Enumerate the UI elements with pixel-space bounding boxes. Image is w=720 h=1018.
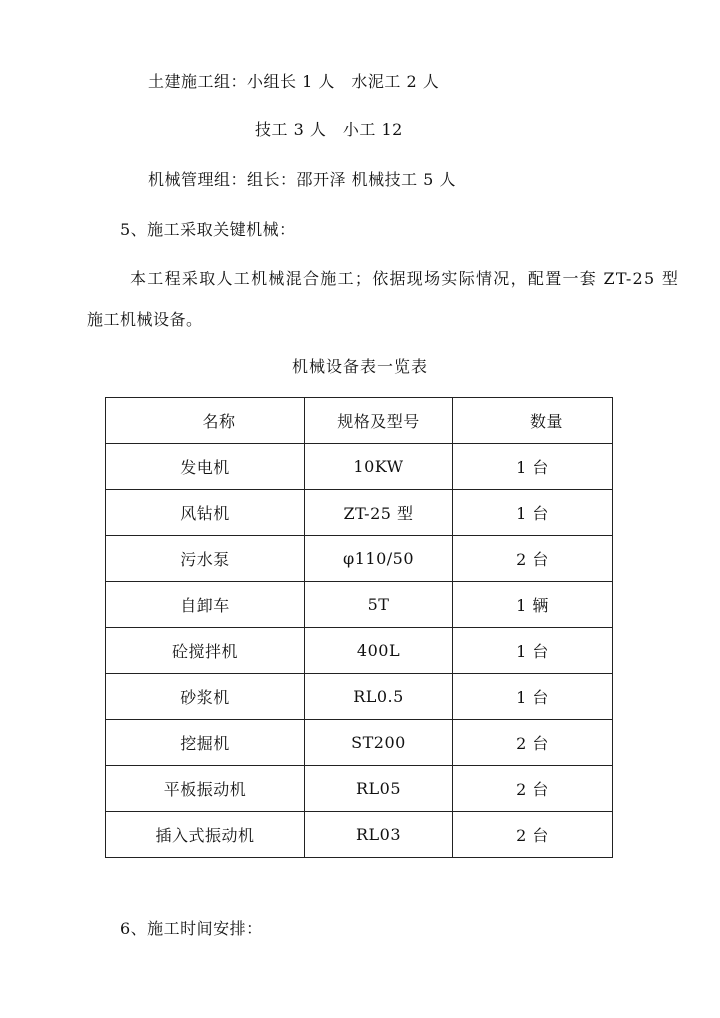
header-quantity: 数量 (453, 398, 613, 444)
cell-name: 污水泵 (106, 536, 305, 582)
cell-spec: 5T (305, 582, 453, 628)
cell-spec: RL05 (305, 766, 453, 812)
cell-quantity: 1 台 (453, 674, 613, 720)
cell-spec: φ110/50 (305, 536, 453, 582)
section-5-heading: 5、施工采取关键机械： (120, 220, 296, 239)
cell-name: 自卸车 (106, 582, 305, 628)
cell-quantity: 1 台 (453, 628, 613, 674)
table-row (106, 444, 613, 490)
cell-name: 风钻机 (106, 490, 305, 536)
cell-name: 发电机 (106, 444, 305, 490)
header-spec: 规格及型号 (305, 398, 453, 444)
civil-group-continuation: 技工 3 人 小工 12 (255, 120, 403, 139)
cell-name: 砼搅拌机 (106, 628, 305, 674)
table-row (106, 490, 613, 536)
cell-quantity: 2 台 (453, 766, 613, 812)
cell-spec: RL03 (305, 812, 453, 858)
table-row (106, 582, 613, 628)
cell-quantity: 2 台 (453, 812, 613, 858)
cell-name: 挖掘机 (106, 720, 305, 766)
section-5-body-line-1: 本工程采取人工机械混合施工；依据现场实际情况，配置一套 ZT-25 型 (130, 269, 680, 288)
machinery-group-line: 机械管理组：组长：邵开泽 机械技工 5 人 (148, 170, 456, 189)
cell-quantity: 1 台 (453, 490, 613, 536)
cell-spec: 400L (305, 628, 453, 674)
table-row (106, 628, 613, 674)
equipment-table-title: 机械设备表一览表 (291, 357, 428, 376)
table-row (106, 720, 613, 766)
cell-spec: 10KW (305, 444, 453, 490)
cell-quantity: 1 台 (453, 444, 613, 490)
cell-name: 插入式振动机 (106, 812, 305, 858)
table-row (106, 674, 613, 720)
cell-quantity: 2 台 (453, 720, 613, 766)
cell-spec: RL0.5 (305, 674, 453, 720)
header-name: 名称 (106, 398, 305, 444)
civil-group-line: 土建施工组：小组长 1 人 水泥工 2 人 (148, 72, 440, 91)
cell-quantity: 2 台 (453, 536, 613, 582)
cell-spec: ST200 (305, 720, 453, 766)
section-6-heading: 6、施工时间安排： (120, 919, 263, 938)
cell-name: 平板振动机 (106, 766, 305, 812)
table-row (106, 766, 613, 812)
equipment-table (105, 397, 613, 858)
table-row (106, 536, 613, 582)
table-header-row (106, 398, 613, 444)
table-row (106, 812, 613, 858)
section-5-body-line-2: 施工机械设备。 (87, 310, 203, 329)
cell-name: 砂浆机 (106, 674, 305, 720)
cell-spec: ZT-25 型 (305, 490, 453, 536)
cell-quantity: 1 辆 (453, 582, 613, 628)
